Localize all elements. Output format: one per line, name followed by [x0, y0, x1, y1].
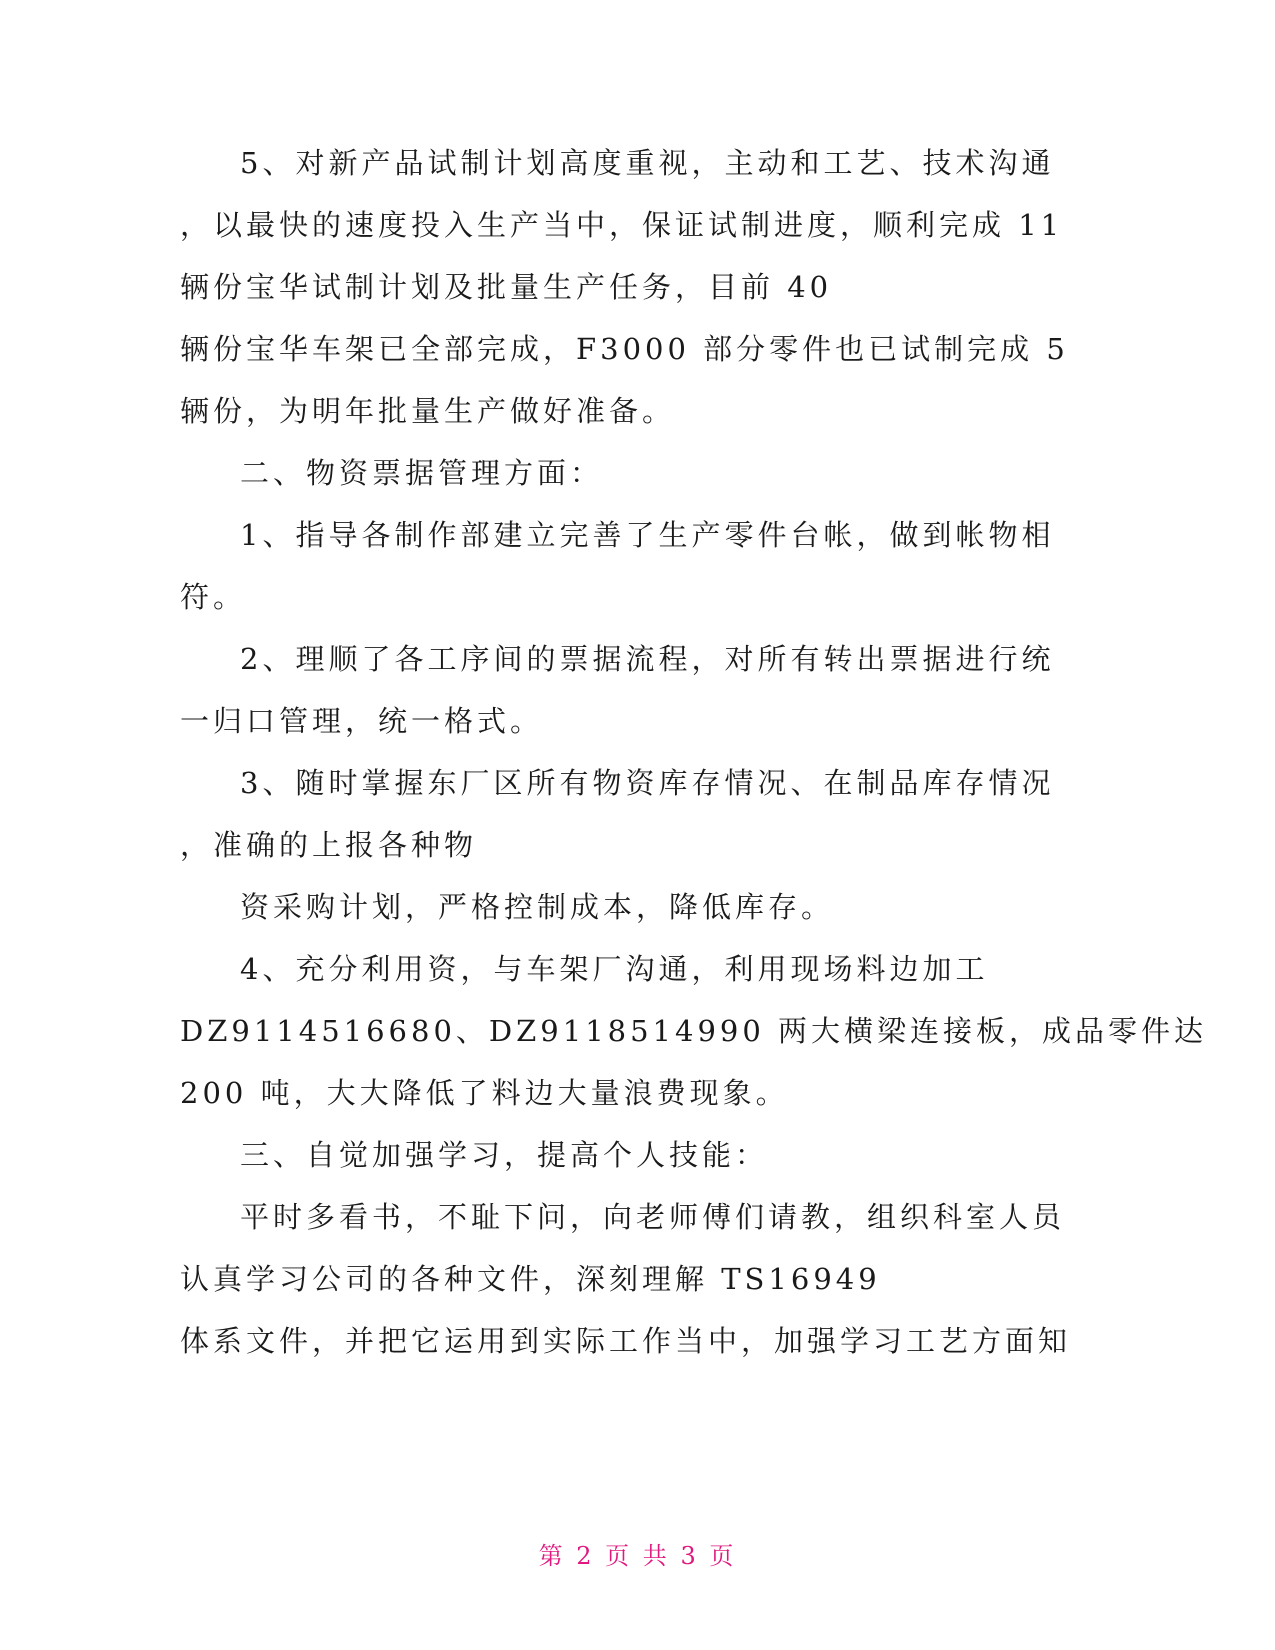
text-line: 4、充分利用资，与车架厂沟通，利用现场料边加工 [240, 952, 989, 986]
text-line: ，准确的上报各种物 [180, 828, 478, 862]
text-line: DZ9114516680、DZ9118514990 两大横梁连接板，成品零件达 [180, 1014, 1208, 1048]
text-line: 平时多看书，不耻下问，向老师傅们请教，组织科室人员 [240, 1200, 1066, 1234]
text-line: 200 吨，大大降低了料边大量浪费现象。 [180, 1076, 789, 1110]
section-heading: 三、自觉加强学习，提高个人技能： [240, 1138, 769, 1172]
text-line: 1、指导各制作部建立完善了生产零件台帐，做到帐物相 [240, 518, 1055, 552]
text-line: 辆份，为明年批量生产做好准备。 [180, 394, 676, 428]
text-line: 体系文件，并把它运用到实际工作当中，加强学习工艺方面知 [180, 1324, 1072, 1358]
text-line: 一归口管理，统一格式。 [180, 704, 544, 738]
text-line: 辆份宝华试制计划及批量生产任务，目前 40 [180, 270, 833, 304]
text-line: 3、随时掌握东厂区所有物资库存情况、在制品库存情况 [240, 766, 1055, 800]
text-line: 2、理顺了各工序间的票据流程，对所有转出票据进行统 [240, 642, 1055, 676]
text-line: 资采购计划，严格控制成本，降低库存。 [240, 890, 835, 924]
text-line: 认真学习公司的各种文件，深刻理解 TS16949 [180, 1262, 881, 1296]
page-number-footer: 第 2 页 共 3 页 [538, 1542, 737, 1570]
text-line: ，以最快的速度投入生产当中，保证试制进度，顺利完成 11 [180, 208, 1064, 242]
text-line: 5、对新产品试制计划高度重视，主动和工艺、技术沟通 [240, 146, 1055, 180]
section-heading: 二、物资票据管理方面： [240, 456, 604, 490]
text-line: 符。 [180, 580, 247, 614]
text-line: 辆份宝华车架已全部完成，F3000 部分零件也已试制完成 5 [180, 332, 1069, 366]
